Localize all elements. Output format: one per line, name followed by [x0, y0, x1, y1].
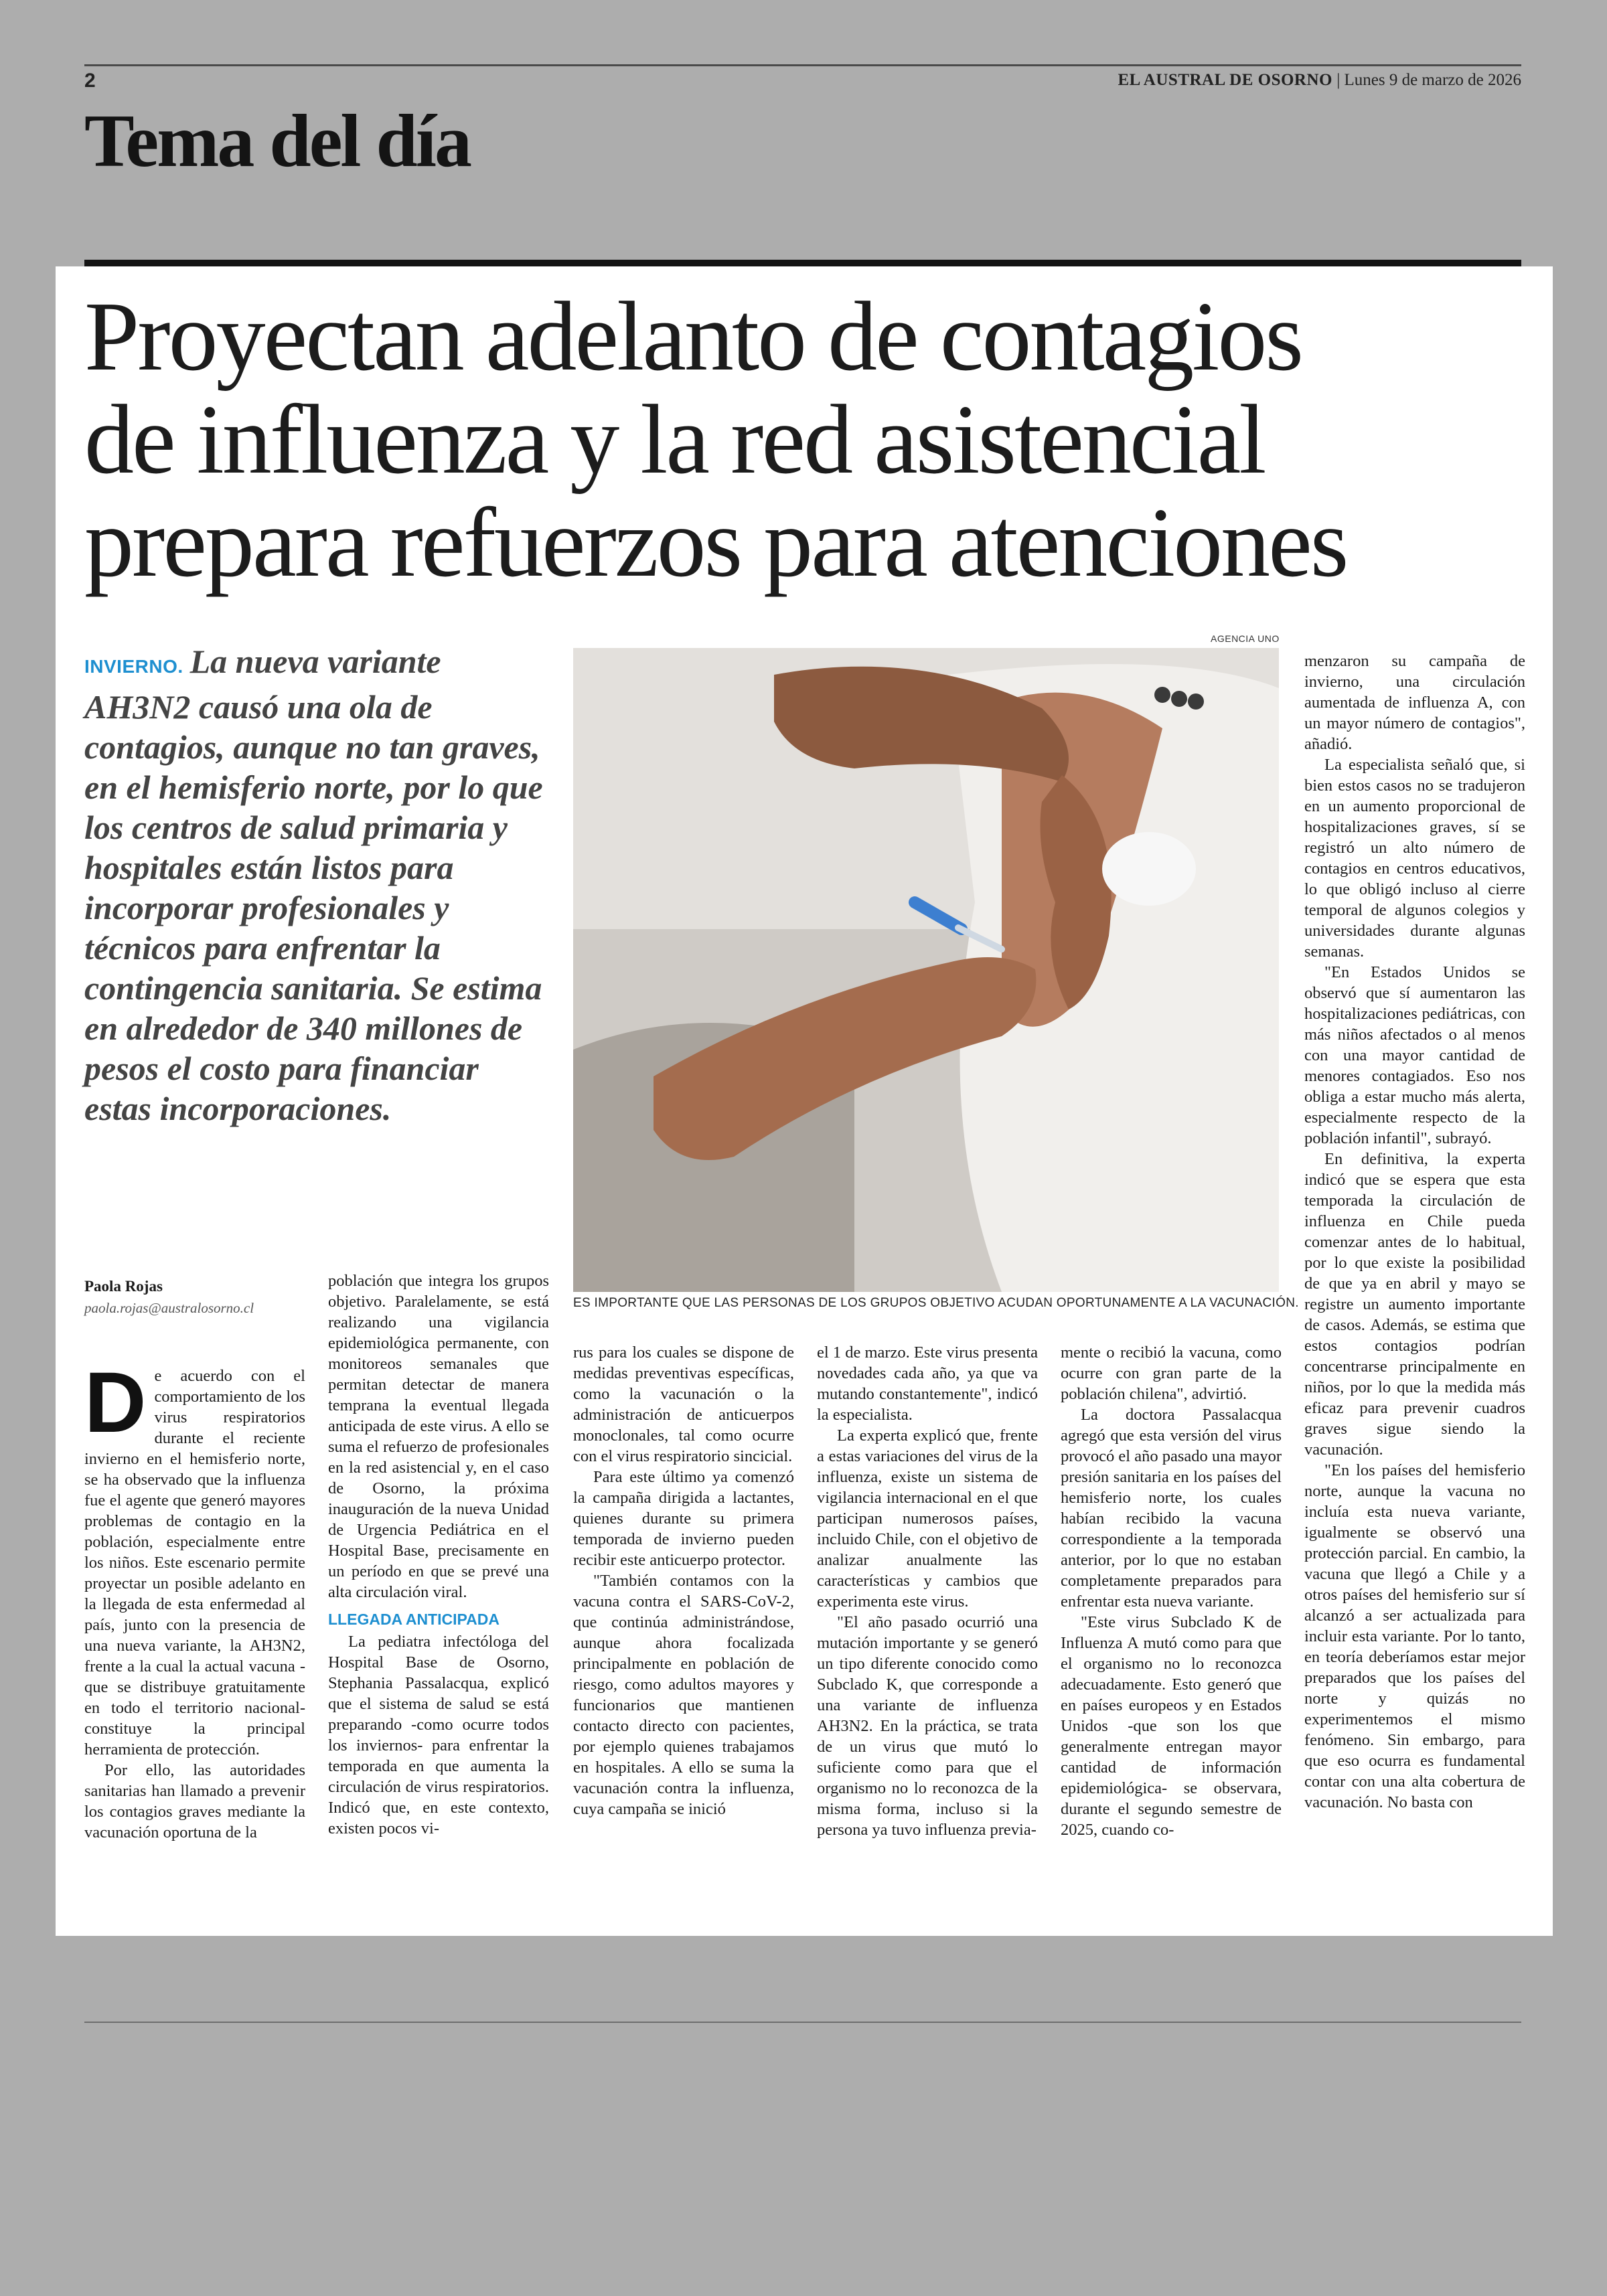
photo-caption: ES IMPORTANTE QUE LAS PERSONAS DE LOS GRUPOS OBJETIVO ACUDAN OPORTUNAMENTE A LA VACUNACIÓN. — [573, 1296, 1299, 1310]
headline — [84, 282, 1544, 598]
body-paragraph: Para este último ya comenzó la campaña dirigida a lactantes, quienes durante su primera temporada de invierno pueden recibir este anticuerpo protector. — [573, 1468, 794, 1569]
body-column-3 — [573, 1342, 794, 1819]
sheet-rule — [84, 260, 1521, 266]
body-paragraph: La doctora Passalacqua agregó que esta versión del virus provocó el año pasado una mayor presión sanitaria en los países del hemisferio norte, los cuales habían recibido la vacuna correspondiente a la temporada anterior, por lo que no estaban completamente preparados para enfrentar esta nueva variante. — [1061, 1406, 1282, 1611]
subhead: LLEGADA ANTICIPADA — [328, 1611, 500, 1628]
publication-date: | Lunes 9 de marzo de 2026 — [1336, 71, 1521, 89]
body-paragraph: el 1 de marzo. Este virus presenta novedades cada año, ya que va mutando constantemente", indicó la especialista. — [817, 1343, 1038, 1424]
publication-name: EL AUSTRAL DE OSORNO — [1118, 71, 1332, 89]
body-paragraph: mente o recibió la vacuna, como ocurre con gran parte de la población chilena", advirtió. — [1061, 1343, 1282, 1403]
body-paragraph: menzaron su campaña de invierno, una circulación aumentada de influenza A, con un mayor número de contagios", añadió. — [1304, 652, 1525, 753]
masthead — [1118, 71, 1521, 90]
body-paragraph: rus para los cuales se dispone de medidas preventivas específicas, como la vacunación o la administración de anticuerpos monoclonales, tal como ocurre con el virus respiratorio sincicial. — [573, 1343, 794, 1465]
photo-credit: AGENCIA UNO — [1211, 633, 1280, 644]
lead-text: La nueva variante AH3N2 causó una ola de contagios, aunque no tan graves, en el hemisferio norte, por lo que los centros de salud primaria y hospitales están listos para incorporar profesionales y técnicos para enfrentar la contingencia sanitaria. Se estima en alrededor de 340 millones de pesos el costo para financiar estas incorporaciones. — [84, 643, 543, 1127]
body-paragraph: La experta explicó que, frente a estas variaciones del virus de la influenza, existe un sistema de vigilancia internacional en el que participan numerosos países, incluido Chile, con el objetivo de analizar anualmente las características y cambios que experimenta este virus. — [817, 1426, 1038, 1611]
body-column-6 — [1304, 651, 1525, 1813]
top-rule — [84, 64, 1521, 66]
kicker: INVIERNO. — [84, 656, 183, 677]
page-number: 2 — [84, 70, 96, 92]
author-name: Paola Rojas — [84, 1278, 163, 1295]
body-column-1 — [84, 1355, 305, 1843]
body-paragraph: "En Estados Unidos se observó que sí aumentaron las hospitalizaciones pediátricas, con más niños afectados o al menos con una mayor cantidad de menores contagiados. Eso nos obliga a estar mucho más alerta, especialmente respecto de la población infantil", subrayó. — [1304, 963, 1525, 1147]
body-paragraph: En definitiva, la experta indicó que se espera que esta temporada la circulación de influenza en Chile pueda comenzar antes de lo habitual, por lo que existe la posibilidad de que ya en abril y mayo se registre un aumento importante de casos. Además, se estima que estos contagios podrían concentrarse principalmente en niños, por lo que la medida más eficaz para prevenir cuadros graves sigue siendo la vacunación. — [1304, 1150, 1525, 1459]
body-paragraph: "Este virus Subclado K de Influenza A mutó como para que el organismo no lo reconozca adecuadamente. Esto generó que en países europeos y en Estados Unidos -que son los que generalmente entregan mayor cantidad de información epidemiológica- se observara, durante el segundo semestre de 2025, cuando co- — [1061, 1613, 1282, 1839]
body-paragraph: población que integra los grupos objetivo. Paralelamente, se está realizando una vigilancia epidemiológica permanente, con monitoreos semanales que permitan detectar de manera temprana la eventual llegada anticipada de este virus. A ello se suma el refuerzo de profesionales en la red asistencial y, en el caso de Osorno, la próxima inauguración de la nueva Unidad de Urgencia Pediátrica en el Hospital Base, precisamente en un período en que se prevé una alta circulación viral. — [328, 1272, 549, 1601]
headline-line: de influenza y la red asistencial — [84, 385, 1265, 495]
bottom-rule — [84, 2022, 1521, 2023]
body-paragraph: "En los países del hemisferio norte, aunque la vacuna no incluía esta nueva variante, igualmente se observó una protección parcial. En cambio, la vacuna que llegó a Chile y a otros países del hemisferio sur sí alcanzó a ser actualizada para incluir esta variante. Por lo tanto, en teoría deberíamos estar mejor preparados que los países del norte y quizás no experimentemos el mismo fenómeno. Sin embargo, para que eso ocurra es fundamental contar con una alta cobertura de vacunación. No basta con — [1304, 1461, 1525, 1811]
body-column-5 — [1061, 1342, 1282, 1840]
headline-line: Proyectan adelanto de contagios — [84, 282, 1302, 392]
body-paragraph: La especialista señaló que, si bien estos casos no se tradujeron en un aumento proporcional de hospitalizaciones graves, sí se registró un alto número de contagios en centros educativos, lo que obligó incluso al cierre temporal de algunos colegios y universidades durante algunas semanas. — [1304, 756, 1525, 961]
vaccination-photo-illustration — [573, 648, 1279, 1292]
body-paragraph: "El año pasado ocurrió una mutación importante y se generó un tipo diferente conocido como Subclado K, que corresponde a una variante de influenza AH3N2. En la práctica, se trata de un virus que mutó lo suficiente como para que el organismo no lo reconozca de la misma forma, incluso si la persona ya tuvo influenza previa- — [817, 1613, 1038, 1839]
body-column-4 — [817, 1342, 1038, 1840]
lead-paragraph — [84, 641, 546, 1129]
body-column-2 — [328, 1270, 549, 1839]
body-paragraph: Por ello, las autoridades sanitarias han llamado a prevenir los contagios graves mediante la vacunación oportuna de la — [84, 1761, 305, 1841]
paragraph-text: e acuerdo con el comportamiento de los virus respiratorios durante el reciente invierno en el hemisferio norte, se ha observado que la influenza fue el agente que generó mayores problemas de contagio en la población, especialmente entre los niños. Este escenario permite proyectar un posible adelanto en la llegada de esta enfermedad al país, junto con la presencia de una nueva variante, la AH3N2, frente a la cual la actual vacuna -que se distribuye gratuitamente en todo el territorio nacional- constituye la principal herramienta de protección. — [84, 1367, 305, 1758]
author-email: paola.rojas@australosorno.cl — [84, 1300, 254, 1316]
article-photo — [573, 648, 1279, 1292]
dropcap: D — [84, 1355, 147, 1451]
section-title: Tema del día — [84, 100, 470, 183]
body-paragraph: "También contamos con la vacuna contra el SARS-CoV-2, que continúa administrándose, aunque ahora focalizada principalmente en población de riesgo, como adultos mayores y funcionarios que mantienen contacto directo con pacientes, por ejemplo quienes trabajamos en hospitales. A ello se suma la vacunación contra la influenza, cuya campaña se inició — [573, 1572, 794, 1818]
body-paragraph: La pediatra infectóloga del Hospital Base de Osorno, Stephania Passalacqua, explicó que el sistema de salud se está preparando -como ocurre todos los inviernos- para enfrentar la temporada en que aumenta la circulación de virus respiratorios. Indicó que, en este contexto, existen pocos vi- — [328, 1633, 549, 1837]
headline-line: prepara refuerzos para atenciones — [84, 488, 1347, 598]
body-paragraph — [84, 1355, 305, 1760]
byline — [84, 1276, 305, 1319]
